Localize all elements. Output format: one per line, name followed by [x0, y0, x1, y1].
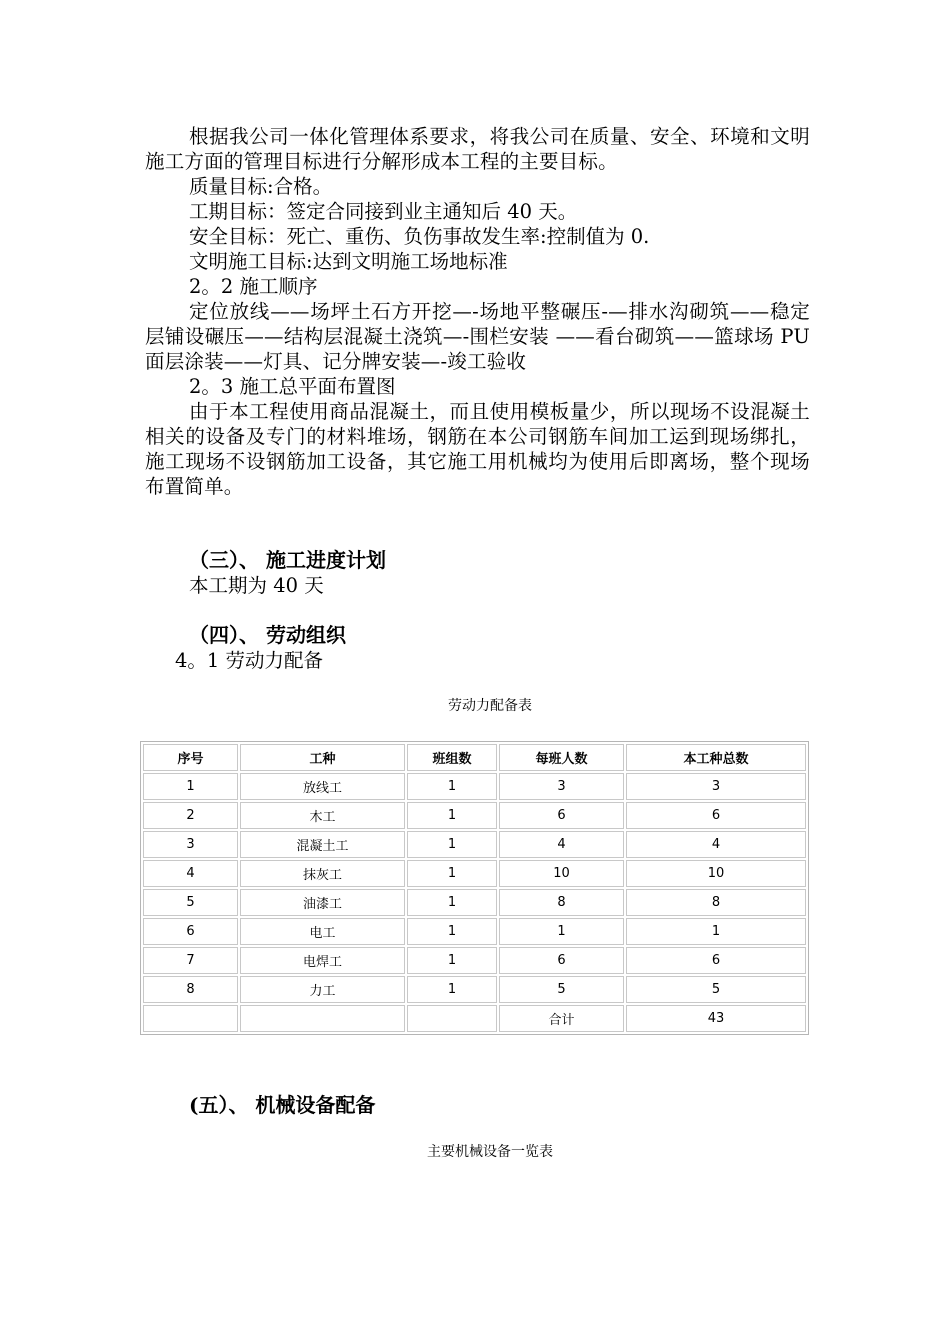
labor-table-caption: 劳动力配备表: [448, 698, 532, 714]
row-per-team: 5: [499, 976, 624, 1003]
quality-goal: 质量目标:合格。: [189, 175, 333, 198]
row-per-team: 6: [499, 947, 624, 974]
table-row: [143, 802, 806, 829]
section-2-3-title: 2。3 施工总平面布置图: [189, 375, 396, 398]
row-per-team: 10: [499, 860, 624, 887]
row-per-team: 1: [499, 918, 624, 945]
row-trade: 木工: [240, 802, 405, 829]
table-total-row: [143, 1005, 806, 1032]
row-trade: 抹灰工: [240, 860, 405, 887]
row-trade: 电工: [240, 918, 405, 945]
row-total: 5: [626, 976, 806, 1003]
header-index: 序号: [143, 744, 238, 771]
row-total: 3: [626, 773, 806, 800]
table-row: [143, 773, 806, 800]
schedule-goal: 工期目标：签定合同接到业主通知后 40 天。: [189, 200, 578, 223]
table-row: [143, 889, 806, 916]
row-index: 1: [143, 773, 238, 800]
row-total: 8: [626, 889, 806, 916]
total-value: 43: [626, 1005, 806, 1032]
table-row: [143, 976, 806, 1003]
row-total: 4: [626, 831, 806, 858]
row-index: 2: [143, 802, 238, 829]
table-row: [143, 918, 806, 945]
row-trade: 力工: [240, 976, 405, 1003]
civil-construction-goal: 文明施工目标:达到文明施工场地标准: [189, 250, 508, 273]
row-trade: 电焊工: [240, 947, 405, 974]
schedule-duration-text: 本工期为 40 天: [189, 574, 324, 597]
header-total: 本工种总数: [626, 744, 806, 771]
row-total: 10: [626, 860, 806, 887]
section-5-heading: (五）、 机械设备配备: [189, 1093, 376, 1117]
header-team-count: 班组数: [407, 744, 497, 771]
row-index: 5: [143, 889, 238, 916]
empty-cell: [143, 1005, 238, 1032]
row-trade: 油漆工: [240, 889, 405, 916]
row-team-count: 1: [407, 947, 497, 974]
row-index: 6: [143, 918, 238, 945]
row-per-team: 4: [499, 831, 624, 858]
section-2-2-title: 2。2 施工顺序: [189, 275, 318, 298]
row-index: 8: [143, 976, 238, 1003]
section-4-1-title: 4。1 劳动力配备: [175, 649, 324, 672]
row-index: 3: [143, 831, 238, 858]
section-3-heading: （三）、 施工进度计划: [189, 548, 386, 572]
row-team-count: 1: [407, 773, 497, 800]
row-team-count: 1: [407, 976, 497, 1003]
row-index: 4: [143, 860, 238, 887]
table-row: [143, 831, 806, 858]
row-index: 7: [143, 947, 238, 974]
equipment-table-caption: 主要机械设备一览表: [427, 1144, 553, 1160]
table-header-row: [143, 744, 806, 771]
row-team-count: 1: [407, 860, 497, 887]
construction-sequence-paragraph: 定位放线——场坪土石方开挖—-场地平整碾压-—排水沟砌筑——稳定层铺设碾压——结构层混凝土浇筑—-围栏安装 ——看台砌筑——篮球场 PU 面层涂装——灯具、记分牌安装—-竣工验收: [145, 300, 810, 373]
row-per-team: 3: [499, 773, 624, 800]
row-total: 6: [626, 802, 806, 829]
table-row: [143, 947, 806, 974]
empty-cell: [407, 1005, 497, 1032]
table-row: [143, 860, 806, 887]
row-team-count: 1: [407, 918, 497, 945]
row-trade: 混凝土工: [240, 831, 405, 858]
management-goals-paragraph: 根据我公司一体化管理体系要求，将我公司在质量、安全、环境和文明施工方面的管理目标进行分解形成本工程的主要目标。: [145, 125, 810, 173]
site-layout-paragraph: 由于本工程使用商品混凝土，而且使用模板量少，所以现场不设混凝土相关的设备及专门的材料堆场，钢筋在本公司钢筋车间加工运到现场绑扎，施工现场不设钢筋加工设备，其它施工用机械均为使用后即离场，整个现场布置简单。: [145, 400, 810, 498]
row-per-team: 6: [499, 802, 624, 829]
row-team-count: 1: [407, 831, 497, 858]
total-label: 合计: [499, 1005, 624, 1032]
row-per-team: 8: [499, 889, 624, 916]
row-trade: 放线工: [240, 773, 405, 800]
row-total: 6: [626, 947, 806, 974]
empty-cell: [240, 1005, 405, 1032]
row-team-count: 1: [407, 802, 497, 829]
labor-allocation-table: [140, 741, 809, 1035]
header-per-team: 每班人数: [499, 744, 624, 771]
safety-goal: 安全目标：死亡、重伤、负伤事故发生率:控制值为 0.: [189, 225, 650, 248]
row-total: 1: [626, 918, 806, 945]
section-4-heading: （四）、 劳动组织: [189, 623, 346, 647]
row-team-count: 1: [407, 889, 497, 916]
header-trade: 工种: [240, 744, 405, 771]
